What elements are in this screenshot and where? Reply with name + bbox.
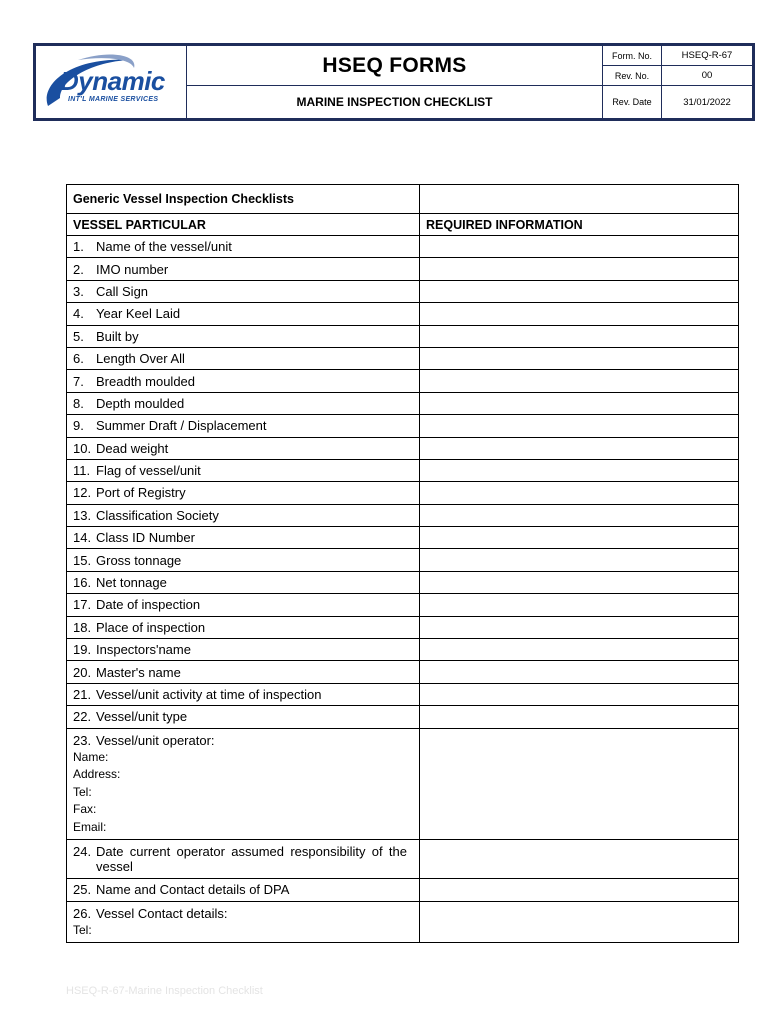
table-row <box>67 370 739 392</box>
item-number: 7. <box>73 373 84 389</box>
logo-subtext: INT'L MARINE SERVICES <box>68 96 159 103</box>
rev-no-label: Rev. No. <box>603 66 662 86</box>
operator-required-info-cell[interactable] <box>420 728 739 839</box>
field-label: Address: <box>73 767 121 782</box>
item-label: Place of inspection <box>96 619 206 635</box>
item-label: Inspectors'name <box>96 642 191 658</box>
item-number: 6. <box>73 351 84 367</box>
required-info-cell[interactable] <box>420 616 739 638</box>
required-info-cell[interactable] <box>420 706 739 728</box>
table-header-row <box>67 214 739 236</box>
item-number: 25. <box>73 882 92 898</box>
item-particular <box>67 639 420 661</box>
item-particular <box>67 459 420 481</box>
item-number: 2. <box>73 261 84 277</box>
item-label: Year Keel Laid <box>96 306 181 322</box>
item-label: Summer Draft / Displacement <box>96 418 267 434</box>
required-info-cell[interactable] <box>420 280 739 302</box>
item-number: 26. <box>73 905 92 921</box>
required-info-cell[interactable] <box>420 392 739 414</box>
operator-date-particular <box>67 839 420 878</box>
item-number: 11. <box>73 463 91 479</box>
item-label: Net tonnage <box>96 575 167 591</box>
item-particular <box>67 527 420 549</box>
page-title: HSEQ FORMS <box>322 53 467 77</box>
item-number: 18. <box>73 619 92 635</box>
form-subtitle-cell <box>187 86 603 119</box>
required-info-cell[interactable] <box>420 325 739 347</box>
item-label: Port of Registry <box>96 485 186 501</box>
item-particular <box>67 437 420 459</box>
table-row <box>67 504 739 526</box>
checklist-title-blank-cell[interactable] <box>420 185 739 214</box>
item-particular <box>67 258 420 280</box>
table-row <box>67 303 739 325</box>
item-particular <box>67 415 420 437</box>
required-info-cell[interactable] <box>420 370 739 392</box>
table-row <box>67 236 739 258</box>
column-header-required-info: REQUIRED INFORMATION <box>420 214 739 236</box>
item-label: Date of inspection <box>96 597 201 613</box>
item-label: IMO number <box>96 261 169 277</box>
form-title-cell <box>187 46 603 86</box>
table-row-operator <box>67 728 739 839</box>
item-label: Vessel/unit operator: <box>96 732 215 748</box>
item-label: Flag of vessel/unit <box>96 463 201 479</box>
table-row <box>67 392 739 414</box>
item-label: Classification Society <box>96 507 219 523</box>
table-row <box>67 437 739 459</box>
table-row <box>67 482 739 504</box>
required-info-cell[interactable] <box>420 459 739 481</box>
table-title-row <box>67 185 739 214</box>
vessel-contact-particular <box>67 901 420 942</box>
table-row <box>67 683 739 705</box>
required-info-cell[interactable] <box>420 549 739 571</box>
item-particular <box>67 571 420 593</box>
required-info-cell[interactable] <box>420 236 739 258</box>
item-label: Length Over All <box>96 351 185 367</box>
item-particular <box>67 325 420 347</box>
item-rows <box>67 236 739 729</box>
item-particular <box>67 236 420 258</box>
required-info-cell[interactable] <box>420 527 739 549</box>
table-row <box>67 706 739 728</box>
table-row <box>67 459 739 481</box>
item-label: Name and Contact details of DPA <box>96 882 290 898</box>
item-number: 3. <box>73 283 84 299</box>
table-row <box>67 415 739 437</box>
form-no-label: Form. No. <box>603 46 662 66</box>
operator-date-required-info-cell[interactable] <box>420 839 739 878</box>
item-label: Breadth moulded <box>96 373 196 389</box>
item-particular <box>67 594 420 616</box>
table-row-vessel-contact <box>67 901 739 942</box>
item-particular <box>67 370 420 392</box>
table-row <box>67 280 739 302</box>
item-label: Master's name <box>96 664 181 680</box>
required-info-cell[interactable] <box>420 594 739 616</box>
table-row <box>67 639 739 661</box>
table-row <box>67 325 739 347</box>
table-row-operator-date <box>67 839 739 878</box>
required-info-cell[interactable] <box>420 571 739 593</box>
item-particular <box>67 392 420 414</box>
item-number: 20. <box>73 664 92 680</box>
table-row <box>67 549 739 571</box>
item-label: Class ID Number <box>96 530 195 546</box>
required-info-cell[interactable] <box>420 258 739 280</box>
rev-date-label: Rev. Date <box>603 86 662 119</box>
operator-fields <box>73 749 419 837</box>
item-label: Built by <box>96 328 139 344</box>
field-label: Tel: <box>73 784 92 799</box>
item-number: 12. <box>73 485 92 501</box>
dpa-required-info-cell[interactable] <box>420 878 739 901</box>
item-number: 21. <box>73 687 92 702</box>
item-label: Vessel Contact details: <box>96 905 228 921</box>
item-number: 5. <box>73 328 84 344</box>
field-label: Email: <box>73 819 107 834</box>
form-no-value: HSEQ-R-67 <box>662 46 753 66</box>
item-particular <box>67 661 420 683</box>
item-number: 1. <box>73 239 84 255</box>
item-label: Dead weight <box>96 440 169 456</box>
item-particular <box>67 280 420 302</box>
item-number: 9. <box>73 418 84 434</box>
item-label: Vessel/unit activity at time of inspection <box>96 687 322 702</box>
item-number: 24. <box>73 843 92 859</box>
item-label: Depth moulded <box>96 395 185 411</box>
item-number: 22. <box>73 709 92 725</box>
item-label: Gross tonnage <box>96 552 182 568</box>
item-label: Vessel/unit type <box>96 709 188 725</box>
item-number: 16. <box>73 575 92 591</box>
table-row <box>67 616 739 638</box>
item-particular <box>67 549 420 571</box>
field-label: Fax: <box>73 802 97 817</box>
item-number: 10. <box>73 440 92 456</box>
table-row <box>67 347 739 369</box>
vessel-contact-fields <box>73 922 419 940</box>
item-particular <box>67 706 420 728</box>
column-header-particular: VESSEL PARTICULAR <box>67 214 420 236</box>
field-label: Name: <box>73 749 109 764</box>
item-particular <box>67 616 420 638</box>
required-info-cell[interactable] <box>420 683 739 705</box>
logo-cell <box>36 46 187 119</box>
item-number: 15. <box>73 552 92 568</box>
required-info-cell[interactable] <box>420 437 739 459</box>
company-logo <box>38 46 184 118</box>
item-number: 23. <box>73 732 92 748</box>
form-header <box>33 43 755 121</box>
item-particular <box>67 683 420 705</box>
required-info-cell[interactable] <box>420 639 739 661</box>
rev-no-value: 00 <box>662 66 753 86</box>
operator-particular <box>67 728 420 839</box>
required-info-cell[interactable] <box>420 482 739 504</box>
table-row <box>67 258 739 280</box>
item-number: 13. <box>73 507 92 523</box>
dpa-particular <box>67 878 420 901</box>
required-info-cell[interactable] <box>420 347 739 369</box>
required-info-cell[interactable] <box>420 661 739 683</box>
item-number: 14. <box>73 530 92 546</box>
form-subtitle: MARINE INSPECTION CHECKLIST <box>296 95 493 109</box>
checklist-title: Generic Vessel Inspection Checklists <box>67 185 420 214</box>
item-label: Date current operator assumed responsibility of the vessel <box>96 843 407 874</box>
rev-date-value: 31/01/2022 <box>662 86 753 119</box>
field-label: Tel: <box>73 922 92 937</box>
required-info-cell[interactable] <box>420 415 739 437</box>
inspection-checklist-table <box>66 184 739 943</box>
item-label: Name of the vessel/unit <box>96 239 232 255</box>
page-footer: HSEQ-R-67-Marine Inspection Checklist <box>66 985 263 997</box>
logo-wordmark: Dynamic <box>60 66 165 96</box>
table-row <box>67 527 739 549</box>
required-info-cell[interactable] <box>420 504 739 526</box>
item-number: 19. <box>73 642 92 658</box>
table-row <box>67 661 739 683</box>
item-particular <box>67 303 420 325</box>
item-number: 17. <box>73 597 92 613</box>
item-particular <box>67 347 420 369</box>
item-particular <box>67 482 420 504</box>
table-row <box>67 571 739 593</box>
table-row-dpa <box>67 878 739 901</box>
item-number: 4. <box>73 306 84 322</box>
required-info-cell[interactable] <box>420 303 739 325</box>
table-row <box>67 594 739 616</box>
vessel-contact-required-info-cell[interactable] <box>420 901 739 942</box>
item-label: Call Sign <box>96 283 149 299</box>
item-particular <box>67 504 420 526</box>
item-number: 8. <box>73 395 84 411</box>
